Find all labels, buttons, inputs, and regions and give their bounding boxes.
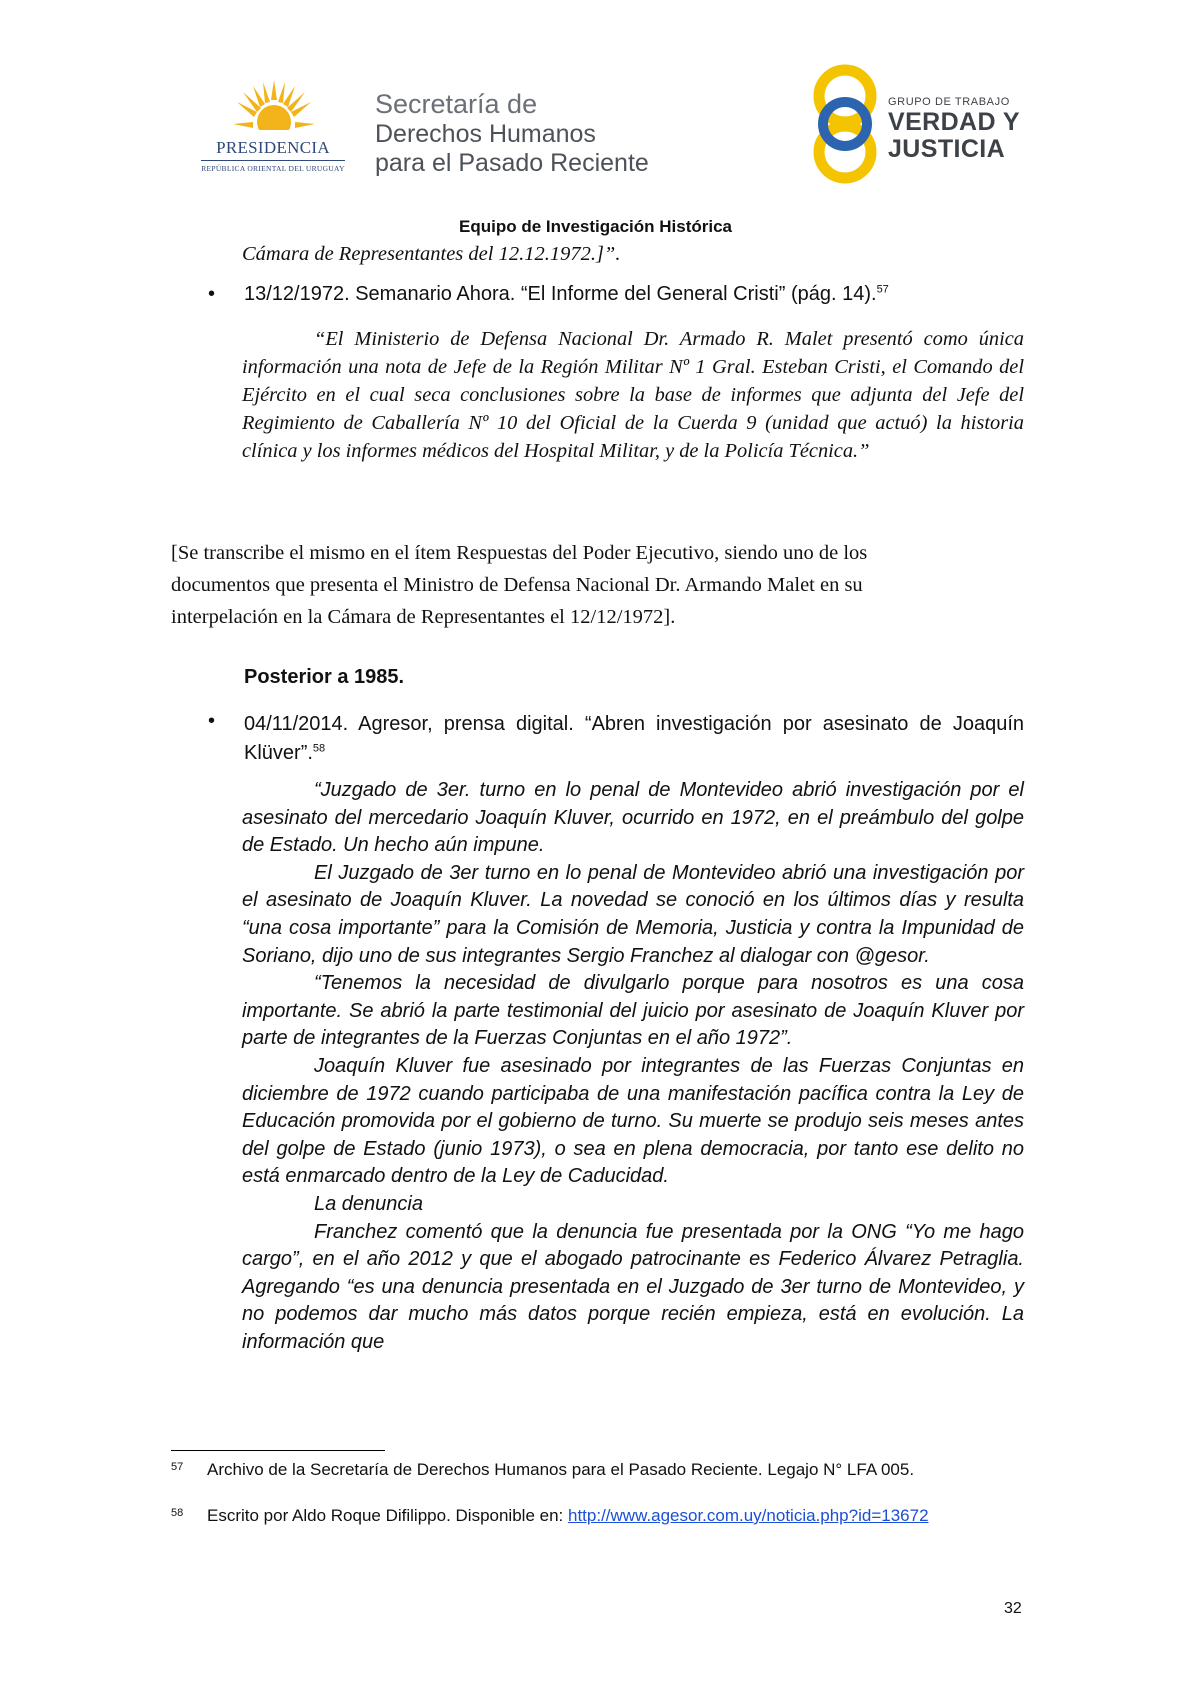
secretaria-title <box>375 89 649 178</box>
verdad-justicia-logo <box>808 62 1028 187</box>
secretaria-line-3: para el Pasado Reciente <box>375 149 649 177</box>
bullet-item-1-text: 13/12/1972. Semanario Ahora. “El Informe del General Cristi” (pág. 14). <box>244 283 877 305</box>
editor-note-line-1: [Se transcribe el mismo en el ítem Respuestas del Poder Ejecutivo, siendo uno de los <box>171 542 868 564</box>
sun-icon <box>233 78 315 138</box>
bullet-icon: • <box>208 710 216 732</box>
section-heading: Posterior a 1985. <box>244 666 405 688</box>
bullet-item-1 <box>244 283 889 306</box>
quote-2-paragraph-6: Franchez comentó que la denuncia fue presentada por la ONG “Yo me hago cargo”, en el año 2012 y que el abogado patrocinante es Federico Álvarez Petraglia. Agregando “es una denuncia presentada en el Juzgado de 3er turno de Montevideo, y no podemos dar mucho más datos porque recién empieza, está en evolución. La información que <box>242 1220 1024 1353</box>
footnote-link[interactable]: http://www.agesor.com.uy/noticia.php?id=13672 <box>567 1506 929 1525</box>
footnote-58 <box>171 1504 1026 1527</box>
footnote-divider <box>171 1450 385 1451</box>
gvj-line-2: VERDAD Y <box>888 108 1020 136</box>
quote-2 <box>242 777 1024 1356</box>
bullet-icon: • <box>208 283 216 305</box>
footnote-number: 57 <box>171 1461 184 1473</box>
editor-note-line-2: documentos que presenta el Ministro de Defensa Nacional Dr. Armando Malet en su <box>171 574 863 596</box>
presidencia-logo <box>193 78 353 183</box>
presidencia-rule <box>201 160 345 161</box>
footnote-text: Escrito por Aldo Roque Difilippo. Disponible en: <box>207 1506 568 1525</box>
footnote-number: 58 <box>171 1507 184 1519</box>
gvj-line-3: JUSTICIA <box>888 135 1006 163</box>
quote-1 <box>242 325 1024 465</box>
footnote-text: Archivo de la Secretaría de Derechos Humanos para el Pasado Reciente. Legajo N° LFA 005. <box>207 1460 915 1479</box>
page-header <box>0 0 1191 236</box>
secretaria-line-2: Derechos Humanos <box>375 120 596 148</box>
continued-quote-line: Cámara de Representantes del 12.12.1972.]”. <box>242 243 621 265</box>
quote-2-paragraph-2: El Juzgado de 3er turno en lo penal de Montevideo abrió una investigación por el asesinato de Joaquín Kluver. La novedad se conoció en los últimos días y resulta “una cosa importante” para la Comisión de Memoria, Justicia y contra la Impunidad de Soriano, dijo uno de sus integrantes Sergio Franchez al dialogar con @gesor. <box>242 861 1024 967</box>
gvj-line-1: GRUPO DE TRABAJO <box>888 96 1010 108</box>
editor-note-line-3: interpelación en la Cámara de Representantes el 12/12/1972]. <box>171 606 676 628</box>
footnote-ref-58[interactable]: 58 <box>312 742 326 755</box>
verdad-justicia-text <box>888 96 1020 163</box>
editor-note <box>171 537 1001 633</box>
bullet-item-2-text: 04/11/2014. Agresor, prensa digital. “Abren investigación por asesinato de Joaquín Klüver”. <box>244 713 1024 764</box>
quote-2-subheading: La denuncia <box>314 1192 423 1215</box>
rings-icon <box>808 62 883 187</box>
presidencia-label: PRESIDENCIA <box>216 138 330 157</box>
bullet-item-2 <box>244 710 1024 768</box>
quote-2-paragraph-4: Joaquín Kluver fue asesinado por integrantes de las Fuerzas Conjuntas en diciembre de 1972 cuando participaba de una manifestación pacífica contra la Ley de Educación promovida por el gobierno de turno. Su muerte se produjo seis meses antes del golpe de Estado (junio 1973), o sea en plena democracia, por tanto ese delito no está enmarcado dentro de la Ley de Caducidad. <box>242 1054 1024 1188</box>
footnote-text-wrap <box>207 1504 1026 1527</box>
footnote-57 <box>171 1458 1026 1481</box>
presidencia-subtitle: REPÚBLICA ORIENTAL DEL URUGUAY <box>201 164 345 173</box>
quote-2-paragraph-3: “Tenemos la necesidad de divulgarlo porque para nosotros es una cosa importante. Se abrió la parte testimonial del juicio por asesinato de Joaquín Kluver por parte de integrantes de la Fuerzas Conjuntas en el año 1972”. <box>242 972 1024 1050</box>
team-title: Equipo de Investigación Histórica <box>459 217 732 236</box>
secretaria-line-1: Secretaría de <box>375 89 538 119</box>
footnote-ref-57[interactable]: 57 <box>876 283 889 296</box>
page-number: 32 <box>1004 1600 1022 1617</box>
quote-2-paragraph-1: “Juzgado de 3er. turno en lo penal de Montevideo abrió investigación por el asesinato del mercedario Joaquín Kluver, ocurrido en 1972, en el preámbulo del golpe de Estado. Un hecho aún impune. <box>242 779 1024 857</box>
quote-1-text: “El Ministerio de Defensa Nacional Dr. Armado R. Malet presentó como única información una nota de Jefe de la Región Militar Nº 1 Gral. Esteban Cristi, el Comando del Ejército en el cual seca conclusiones sobre la base de informes que adjunta del Jefe del Regimiento de Caballería Nº 10 del Oficial de la Cuerda 9 (unidad que actuó) la historia clínica y los informes médicos del Hospital Militar, y de la Policía Técnica.” <box>242 328 1024 462</box>
